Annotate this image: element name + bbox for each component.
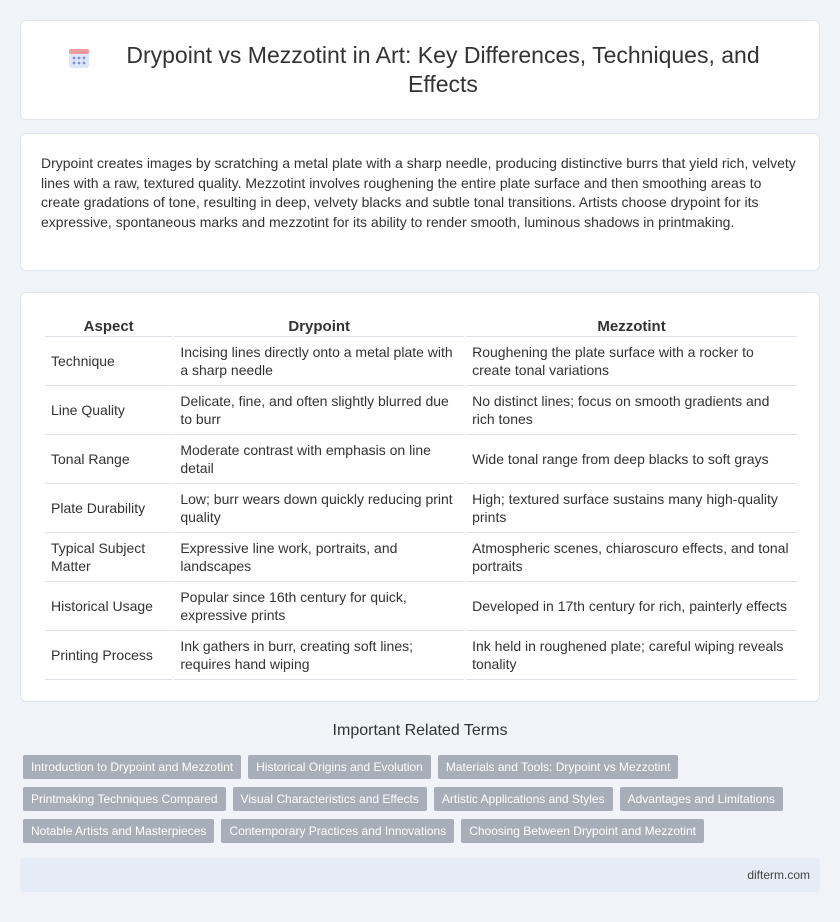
intro-card (20, 133, 820, 271)
related-term-tag[interactable]: Introduction to Drypoint and Mezzotint (23, 755, 241, 779)
table-row (45, 386, 797, 435)
related-terms-tags (23, 755, 813, 843)
drypoint-cell: Expressive line work, portraits, and landscapes (174, 533, 464, 582)
header-inner (60, 41, 780, 99)
aspect-cell: Printing Process (45, 631, 172, 680)
related-term-tag[interactable]: Materials and Tools: Drypoint vs Mezzotint (438, 755, 679, 779)
related-term-tag[interactable]: Advantages and Limitations (620, 787, 783, 811)
site-link[interactable]: difterm.com (747, 868, 810, 882)
comparison-table (43, 313, 799, 680)
drypoint-cell: Low; burr wears down quickly reducing print quality (174, 484, 464, 533)
mezzotint-cell: High; textured surface sustains many high-quality prints (466, 484, 797, 533)
mezzotint-cell: Roughening the plate surface with a rocker to create tonal variations (466, 337, 797, 386)
footer (20, 858, 820, 892)
page-title: Drypoint vs Mezzotint in Art: Key Differences, Techniques, and Effects (126, 42, 760, 97)
header-drypoint: Drypoint (174, 313, 464, 337)
drypoint-cell: Delicate, fine, and often slightly blurred due to burr (174, 386, 464, 435)
related-term-tag[interactable]: Choosing Between Drypoint and Mezzotint (461, 819, 704, 843)
intro-paragraph: Drypoint creates images by scratching a metal plate with a sharp needle, producing distinctive burrs that yield rich, velvety lines with a raw, textured quality. Mezzotint involves roughening the entire plate surface and then smoothing areas to create gradations of tone, resulting in deep, velvety blacks and subtle tonal transitions. Artists choose drypoint for its expressive, spontaneous marks and mezzotint for its ability to render smooth, luminous shadows in printmaking. (41, 155, 796, 230)
header-aspect: Aspect (45, 313, 172, 337)
aspect-cell: Typical Subject Matter (45, 533, 172, 582)
aspect-cell: Historical Usage (45, 582, 172, 631)
related-term-tag[interactable]: Historical Origins and Evolution (248, 755, 431, 779)
table-row (45, 435, 797, 484)
related-term-tag[interactable]: Printmaking Techniques Compared (23, 787, 226, 811)
aspect-cell: Line Quality (45, 386, 172, 435)
drypoint-cell: Moderate contrast with emphasis on line detail (174, 435, 464, 484)
table-header-row (45, 313, 797, 337)
table-row (45, 582, 797, 631)
mezzotint-cell: No distinct lines; focus on smooth gradients and rich tones (466, 386, 797, 435)
related-term-tag[interactable]: Visual Characteristics and Effects (233, 787, 427, 811)
aspect-cell: Tonal Range (45, 435, 172, 484)
drypoint-cell: Ink gathers in burr, creating soft lines; requires hand wiping (174, 631, 464, 680)
mezzotint-cell: Atmospheric scenes, chiaroscuro effects, and tonal portraits (466, 533, 797, 582)
related-term-tag[interactable]: Artistic Applications and Styles (434, 787, 613, 811)
related-term-tag[interactable]: Notable Artists and Masterpieces (23, 819, 214, 843)
aspect-cell: Technique (45, 337, 172, 386)
related-term-tag[interactable]: Contemporary Practices and Innovations (221, 819, 454, 843)
header-card (20, 20, 820, 120)
drypoint-cell: Incising lines directly onto a metal plate with a sharp needle (174, 337, 464, 386)
mezzotint-cell: Ink held in roughened plate; careful wiping reveals tonality (466, 631, 797, 680)
related-terms-title: Important Related Terms (332, 722, 508, 739)
calendar-grid-icon (67, 46, 91, 70)
table-row (45, 631, 797, 680)
table-row (45, 533, 797, 582)
table-row (45, 337, 797, 386)
mezzotint-cell: Developed in 17th century for rich, painterly effects (466, 582, 797, 631)
aspect-cell: Plate Durability (45, 484, 172, 533)
comparison-table-card (20, 292, 820, 702)
table-row (45, 484, 797, 533)
mezzotint-cell: Wide tonal range from deep blacks to soft grays (466, 435, 797, 484)
drypoint-cell: Popular since 16th century for quick, expressive prints (174, 582, 464, 631)
header-mezzotint: Mezzotint (466, 313, 797, 337)
